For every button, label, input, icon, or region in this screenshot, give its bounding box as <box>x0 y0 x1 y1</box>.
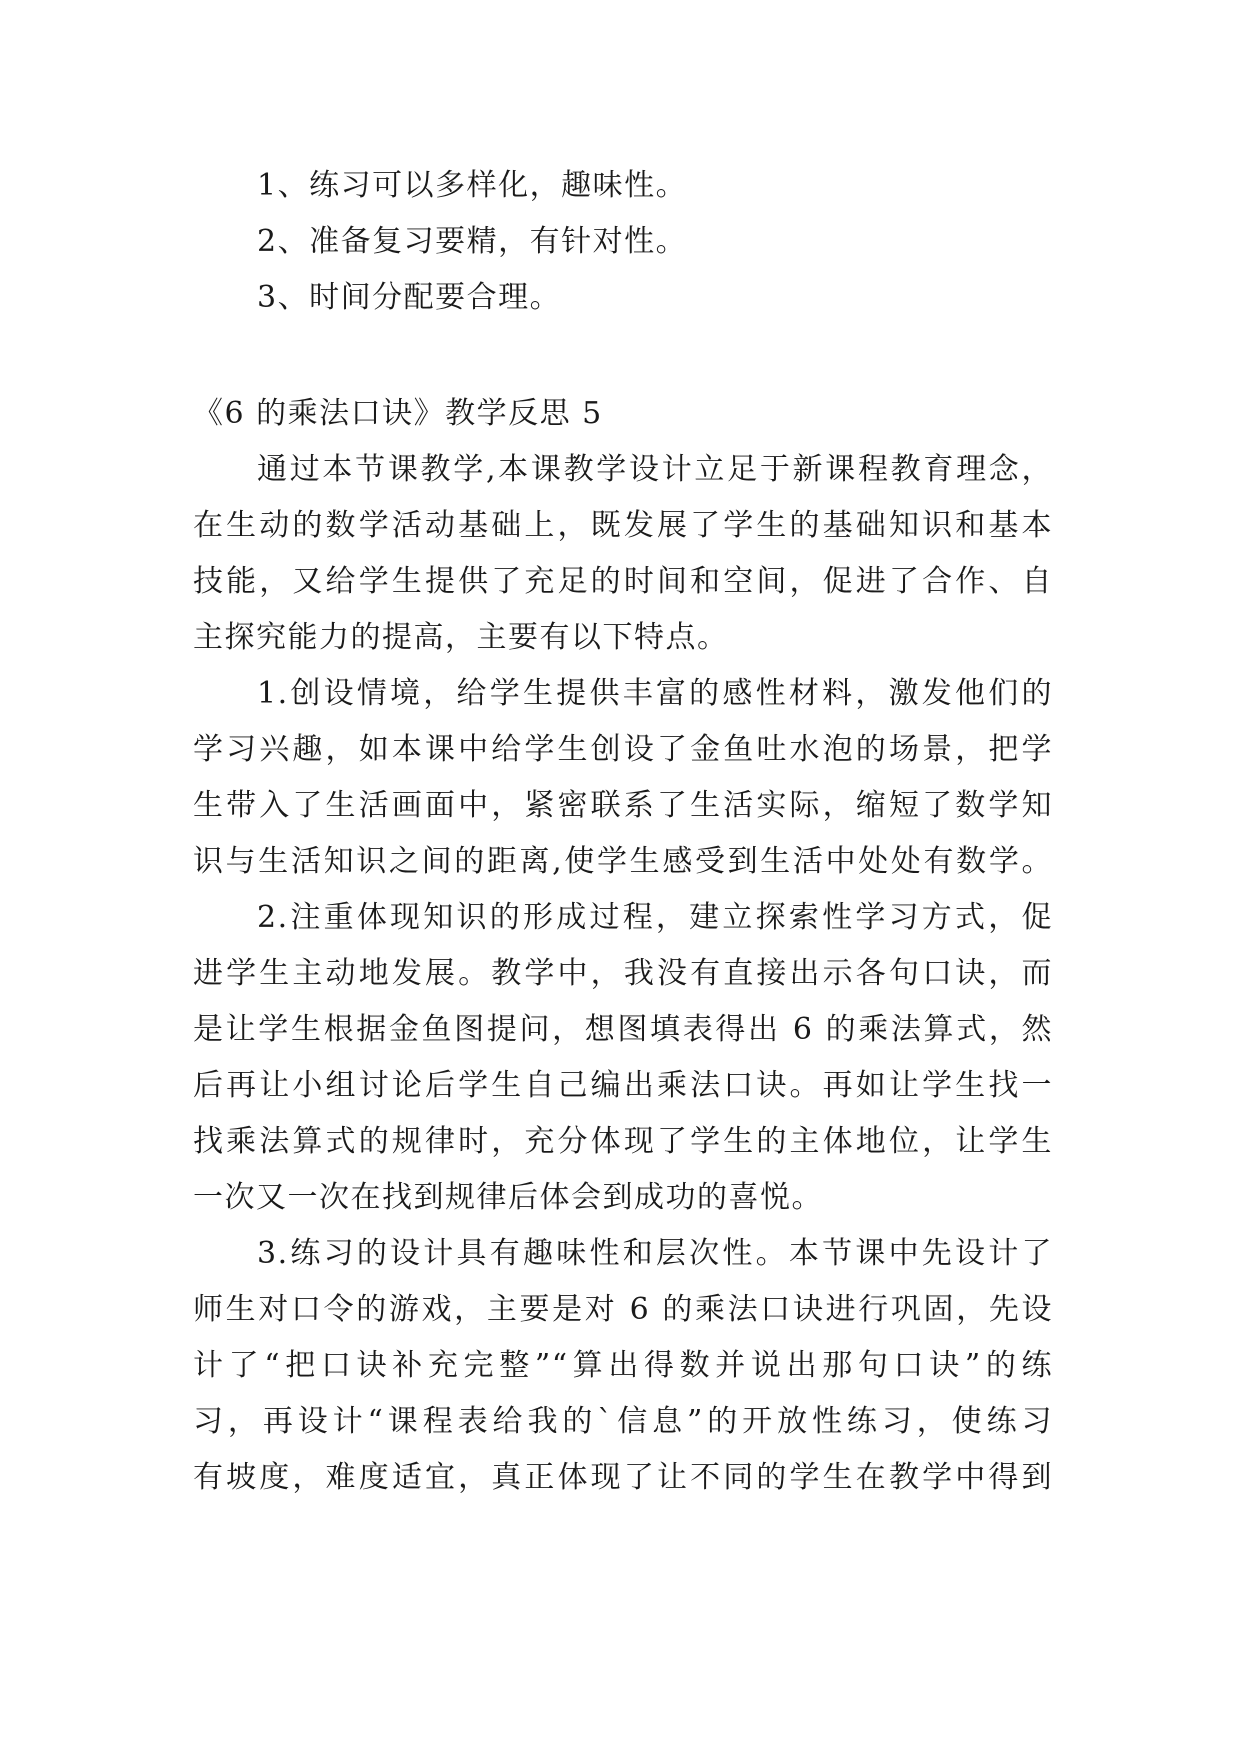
paragraph-line: 计了“把口诀补充完整”“算出得数并说出那句口诀”的练 <box>193 1348 1053 1383</box>
paragraph-line: 是让学生根据金鱼图提问，想图填表得出 6 的乘法算式，然 <box>193 1012 1053 1047</box>
list-item: 3、时间分配要合理。 <box>257 280 562 315</box>
paragraph-line: 3.练习的设计具有趣味性和层次性。本节课中先设计了 <box>257 1236 1053 1271</box>
section-heading: 《6 的乘法口诀》教学反思 5 <box>193 396 603 431</box>
list-item: 1、练习可以多样化，趣味性。 <box>257 168 688 203</box>
paragraph-line: 主探究能力的提高，主要有以下特点。 <box>193 620 729 655</box>
paragraph-line: 后再让小组讨论后学生自己编出乘法口诀。再如让学生找一 <box>193 1068 1053 1103</box>
paragraph-line: 师生对口令的游戏，主要是对 6 的乘法口诀进行巩固，先设 <box>193 1292 1053 1327</box>
list-item: 2、准备复习要精，有针对性。 <box>257 224 688 259</box>
paragraph-line: 有坡度，难度适宜，真正体现了让不同的学生在教学中得到 <box>193 1460 1053 1495</box>
paragraph-line: 找乘法算式的规律时，充分体现了学生的主体地位，让学生 <box>193 1124 1053 1159</box>
paragraph-line: 习，再设计“课程表给我的`信息”的开放性练习，使练习 <box>193 1404 1053 1439</box>
paragraph-line: 在生动的数学活动基础上，既发展了学生的基础知识和基本 <box>193 508 1053 543</box>
paragraph-line: 技能，又给学生提供了充足的时间和空间，促进了合作、自 <box>193 564 1053 599</box>
paragraph-line: 识与生活知识之间的距离,使学生感受到生活中处处有数学。 <box>193 844 1053 879</box>
paragraph-line: 通过本节课教学,本课教学设计立足于新课程教育理念， <box>257 452 1053 487</box>
paragraph-line: 进学生主动地发展。教学中，我没有直接出示各句口诀，而 <box>193 956 1053 991</box>
paragraph-line: 学习兴趣，如本课中给学生创设了金鱼吐水泡的场景，把学 <box>193 732 1053 767</box>
paragraph-line: 1.创设情境，给学生提供丰富的感性材料，激发他们的 <box>257 676 1053 711</box>
paragraph-line: 生带入了生活画面中，紧密联系了生活实际，缩短了数学知 <box>193 788 1053 823</box>
paragraph-line: 2.注重体现知识的形成过程，建立探索性学习方式，促 <box>257 900 1053 935</box>
paragraph-line: 一次又一次在找到规律后体会到成功的喜悦。 <box>193 1180 823 1215</box>
